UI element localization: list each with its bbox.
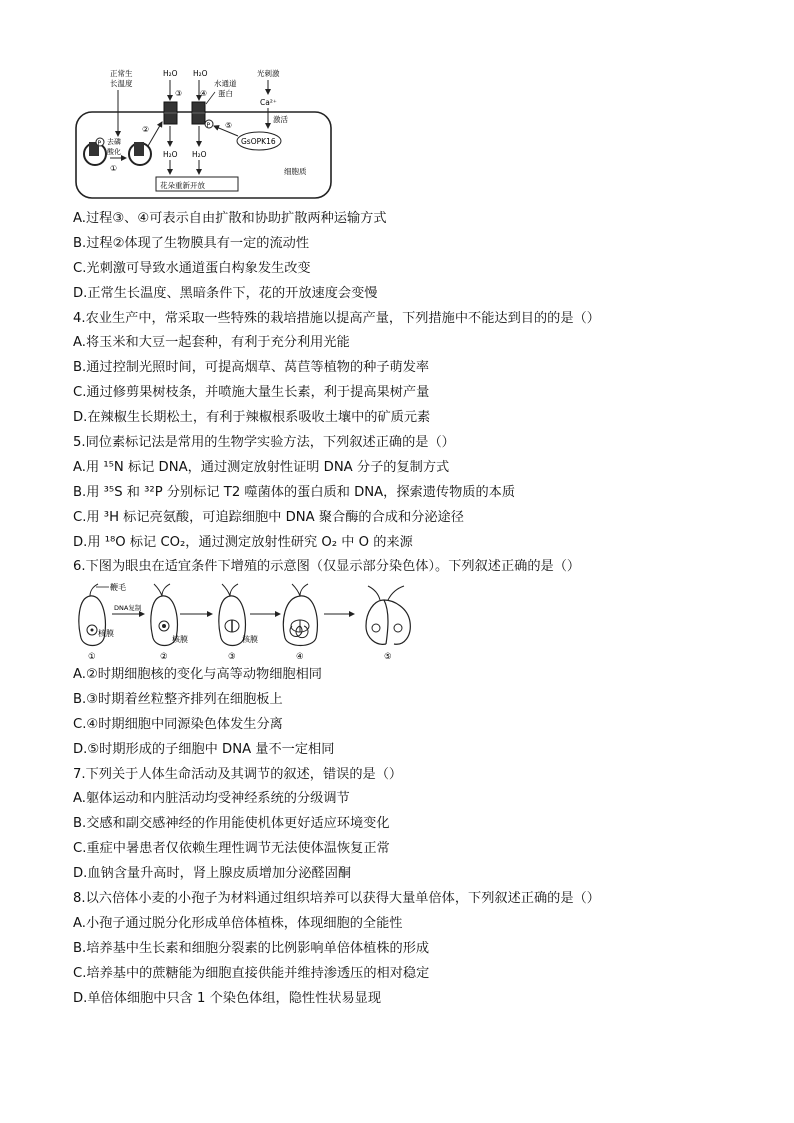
- label-dephos-1: 去磷: [107, 138, 121, 146]
- label-flower: 花朵重新开放: [160, 181, 205, 190]
- text-line: D.血钠含量升高时，肾上腺皮质增加分泌醛固酮: [73, 866, 352, 882]
- text-line: A.过程③、④可表示自由扩散和协助扩散两种运输方式: [73, 211, 387, 226]
- label-step1: ①: [110, 164, 118, 173]
- label-activate: 激活: [273, 115, 288, 124]
- label-stage-1: ①: [88, 652, 96, 662]
- label-nuclear-membrane-1: 核膜: [98, 629, 114, 638]
- text-line: 4.农业生产中，常采取一些特殊的栽培措施以提高产量，下列措施中不能达到目的的是（）: [73, 310, 600, 326]
- label-stage-4: ④: [296, 652, 304, 662]
- text-line: D.用 ¹⁸O 标记 CO₂，通过测定放射性研究 O₂ 中 O 的来源: [73, 534, 413, 550]
- text-line: 8.以六倍体小麦的小孢子为材料通过组织培养可以获得大量单倍体，下列叙述正确的是（）: [73, 891, 600, 907]
- label-p-1: P: [206, 122, 211, 129]
- label-membrane: 细胞质: [284, 167, 307, 176]
- label-water-2: H₂O: [193, 69, 208, 78]
- text-line: B.交感和副交感神经的作用能使机体更好适应环境变化: [73, 816, 390, 832]
- text-line: C.④时期细胞中同源染色体发生分离: [73, 716, 283, 732]
- label-stage-2: ②: [160, 652, 168, 662]
- text-line: B.③时期着丝粒整齐排列在细胞板上: [73, 691, 283, 707]
- label-p-2: P: [97, 140, 102, 147]
- text-line: A.小孢子通过脱分化形成单倍体植株，体现细胞的全能性: [73, 915, 403, 931]
- label-calcium: Ca²⁺: [260, 98, 277, 107]
- text-line: B.通过控制光照时间，可提高烟草、莴苣等植物的种子萌发率: [73, 360, 430, 376]
- label-water-below-1: H₂O: [163, 150, 178, 159]
- label-stage-5: ⑤: [384, 652, 392, 662]
- label-nuclear-membrane-3: 核膜: [242, 635, 258, 644]
- text-line: A.将玉米和大豆一起套种，有利于充分利用光能: [73, 335, 350, 351]
- euglena-cell-5: [366, 600, 410, 644]
- label-normal-temp-1: 正常生: [110, 69, 133, 78]
- text-line: 7.下列关于人体生命活动及其调节的叙述，错误的是（）: [73, 766, 403, 782]
- label-water-below-2: H₂O: [192, 150, 207, 159]
- text-line: B.用 ³⁵S 和 ³²P 分别标记 T2 噬菌体的蛋白质和 DNA，探索遗传物质的本质: [73, 484, 516, 500]
- text-line: 5.同位素标记法是常用的生物学实验方法，下列叙述正确的是（）: [73, 435, 455, 451]
- text-line: D.单倍体细胞中只含 1 个染色体组，隐性性状易显现: [73, 990, 382, 1006]
- label-step4: ④: [200, 89, 208, 98]
- label-flagellum: 鞭毛: [110, 583, 126, 592]
- water-channel-diagram: [72, 64, 334, 204]
- label-channel-1: 水通道: [214, 79, 237, 88]
- label-step3: ③: [175, 89, 183, 98]
- label-enzyme: GsOPK16: [241, 137, 276, 146]
- text-line: B.培养基中生长素和细胞分裂素的比例影响单倍体植株的形成: [73, 940, 430, 956]
- label-nuclear-membrane-2: 核膜: [172, 635, 188, 644]
- label-water-1: H₂O: [163, 69, 178, 78]
- label-dephos-2: 酸化: [107, 148, 121, 156]
- question-block-2: [73, 663, 763, 1011]
- label-channel-2: 蛋白: [218, 89, 233, 98]
- text-line: D.⑤时期形成的子细胞中 DNA 量不一定相同: [73, 741, 335, 757]
- text-line: C.重症中暑患者仅依赖生理性调节无法使体温恢复正常: [73, 841, 390, 857]
- text-line: A.躯体运动和内脏活动均受神经系统的分级调节: [73, 791, 350, 807]
- text-line: C.通过修剪果树枝条，并喷施大量生长素，利于提高果树产量: [73, 385, 430, 401]
- label-step2: ②: [142, 125, 150, 134]
- question-block-1: [73, 207, 763, 580]
- text-line: D.正常生长温度、黑暗条件下，花的开放速度会变慢: [73, 285, 378, 301]
- text-line: C.用 ³H 标记亮氨酸，可追踪细胞中 DNA 聚合酶的合成和分泌途径: [73, 509, 464, 525]
- label-light: 光刺激: [257, 69, 280, 78]
- text-line: 6.下图为眼虫在适宜条件下增殖的示意图（仅显示部分染色体）。下列叙述正确的是（）: [73, 559, 581, 575]
- text-line: B.过程②体现了生物膜具有一定的流动性: [73, 235, 310, 251]
- euglena-division-diagram: [74, 582, 428, 662]
- text-line: D.在辣椒生长期松土，有利于辣椒根系吸收土壤中的矿质元素: [73, 410, 431, 426]
- label-normal-temp-2: 长温度: [110, 79, 133, 88]
- text-line: C.光刺激可导致水通道蛋白构象发生改变: [73, 260, 311, 276]
- label-stage-3: ③: [228, 652, 236, 662]
- text-line: A.②时期细胞核的变化与高等动物细胞相同: [73, 667, 322, 682]
- text-line: C.培养基中的蔗糖能为细胞直接供能并维持渗透压的相对稳定: [73, 965, 430, 981]
- text-line: A.用 ¹⁵N 标记 DNA，通过测定放射性证明 DNA 分子的复制方式: [73, 459, 450, 475]
- label-dna-replication: DNA复制: [114, 604, 142, 612]
- euglena-cell-1: [79, 596, 106, 646]
- label-step5: ⑤: [225, 121, 233, 130]
